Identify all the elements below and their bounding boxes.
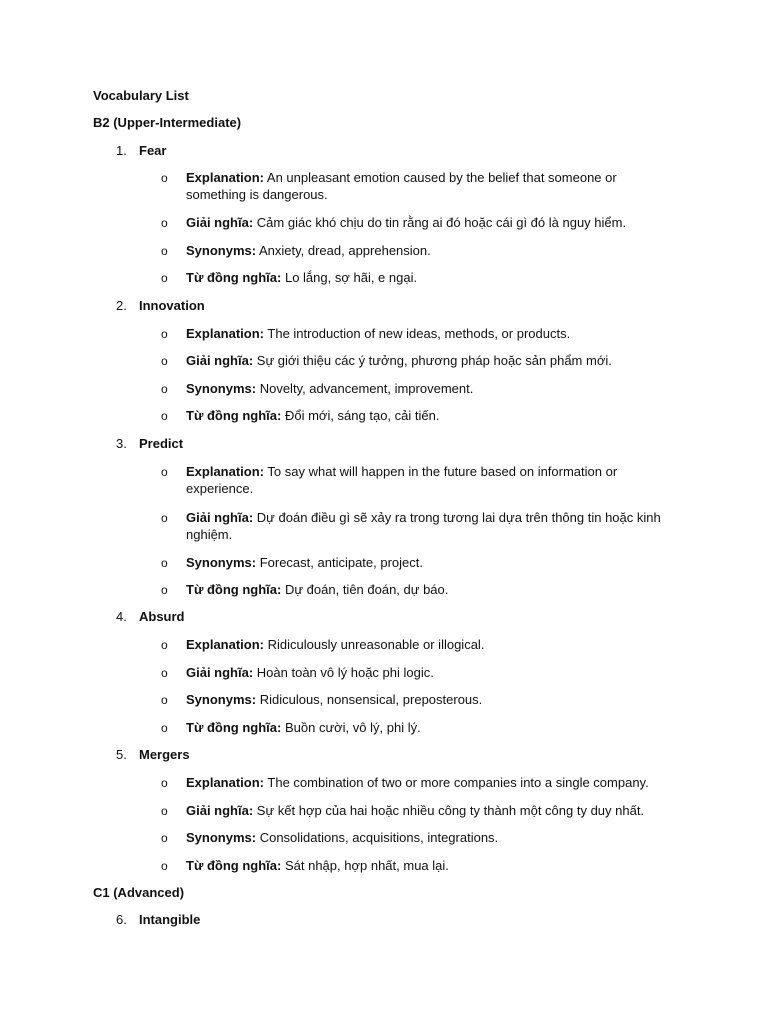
field-explanation [186, 774, 666, 791]
field-label: Explanation: [186, 775, 265, 790]
field-label: Từ đồng nghĩa: [186, 858, 282, 873]
entry-term: Fear [139, 143, 167, 158]
field-label: Từ đồng nghĩa: [186, 408, 282, 423]
field-label: Synonyms: [186, 555, 257, 570]
field-label: Giải nghĩa: [186, 215, 254, 230]
field-giai-nghia [186, 509, 666, 543]
field-label: Giải nghĩa: [186, 510, 254, 525]
field-synonyms [186, 380, 666, 397]
field-text: Anxiety, dread, apprehension. [258, 243, 431, 258]
field-text: Cảm giác khó chịu do tin rằng ai đó hoặc cái gì đó là nguy hiểm. [256, 215, 627, 230]
entry-number: 3. [116, 436, 127, 451]
field-label: Từ đồng nghĩa: [186, 270, 282, 285]
bullet-icon: o [161, 382, 168, 396]
field-label: Giải nghĩa: [186, 665, 254, 680]
bullet-icon: o [161, 693, 168, 707]
field-text: Đổi mới, sáng tạo, cải tiến. [284, 408, 440, 423]
document-title: Vocabulary List [93, 88, 189, 103]
bullet-icon: o [161, 859, 168, 873]
field-tu-dong-nghia [186, 407, 666, 424]
entry-term: Intangible [139, 912, 201, 927]
field-label: Explanation: [186, 326, 265, 341]
bullet-icon: o [161, 666, 168, 680]
field-text: Lo lắng, sợ hãi, e ngại. [284, 270, 418, 285]
entry-number: 5. [116, 747, 127, 762]
field-giai-nghia [186, 214, 666, 231]
field-text: Dự đoán, tiên đoán, dự báo. [284, 582, 449, 597]
field-label: Synonyms: [186, 692, 257, 707]
field-label: Giải nghĩa: [186, 353, 254, 368]
field-explanation [186, 463, 666, 497]
field-giai-nghia [186, 352, 666, 369]
field-tu-dong-nghia [186, 857, 666, 874]
entry-term: Predict [139, 436, 184, 451]
field-label: Giải nghĩa: [186, 803, 254, 818]
bullet-icon: o [161, 171, 168, 185]
entry-term: Mergers [139, 747, 190, 762]
entry-term: Absurd [139, 609, 185, 624]
bullet-icon: o [161, 354, 168, 368]
field-synonyms [186, 829, 666, 846]
field-text: The combination of two or more companies into a single company. [267, 775, 649, 790]
field-text: Sự kết hợp của hai hoặc nhiều công ty thành một công ty duy nhất. [256, 803, 645, 818]
bullet-icon: o [161, 216, 168, 230]
bullet-icon: o [161, 583, 168, 597]
bullet-icon: o [161, 327, 168, 341]
field-text: Consolidations, acquisitions, integrations. [259, 830, 499, 845]
bullet-icon: o [161, 638, 168, 652]
field-text: Sự giới thiệu các ý tưởng, phương pháp hoặc sản phẩm mới. [256, 353, 612, 368]
entry-number: 4. [116, 609, 127, 624]
field-text: Sát nhập, hợp nhất, mua lại. [284, 858, 449, 873]
field-text: Dự đoán điều gì sẽ xảy ra trong tương lai dựa trên thông tin hoặc kinh nghiệm. [186, 510, 661, 542]
field-synonyms [186, 691, 666, 708]
bullet-icon: o [161, 244, 168, 258]
bullet-icon: o [161, 556, 168, 570]
field-label: Synonyms: [186, 381, 257, 396]
field-label: Synonyms: [186, 830, 257, 845]
field-giai-nghia [186, 664, 666, 681]
field-label: Từ đồng nghĩa: [186, 582, 282, 597]
field-text: To say what will happen in the future based on information or experience. [186, 464, 618, 496]
field-label: Synonyms: [186, 243, 257, 258]
field-label: Explanation: [186, 637, 265, 652]
field-text: Novelty, advancement, improvement. [259, 381, 474, 396]
bullet-icon: o [161, 721, 168, 735]
bullet-icon: o [161, 776, 168, 790]
entry-number: 2. [116, 298, 127, 313]
field-text: Buồn cười, vô lý, phi lý. [284, 720, 421, 735]
level-heading-b2: B2 (Upper-Intermediate) [93, 115, 242, 130]
bullet-icon: o [161, 409, 168, 423]
bullet-icon: o [161, 271, 168, 285]
field-text: Forecast, anticipate, project. [259, 555, 424, 570]
field-explanation [186, 169, 666, 203]
entry-term: Innovation [139, 298, 205, 313]
field-text: Hoàn toàn vô lý hoặc phi logic. [256, 665, 434, 680]
field-label: Từ đồng nghĩa: [186, 720, 282, 735]
field-label: Explanation: [186, 170, 265, 185]
field-text: Ridiculous, nonsensical, preposterous. [259, 692, 483, 707]
field-explanation [186, 636, 666, 653]
field-tu-dong-nghia [186, 719, 666, 736]
field-tu-dong-nghia [186, 269, 666, 286]
entry-number: 6. [116, 912, 127, 927]
field-text: Ridiculously unreasonable or illogical. [267, 637, 485, 652]
field-tu-dong-nghia [186, 581, 666, 598]
bullet-icon: o [161, 465, 168, 479]
field-synonyms [186, 242, 666, 259]
field-explanation [186, 325, 666, 342]
field-text: An unpleasant emotion caused by the belief that someone or something is dangerous. [186, 170, 617, 202]
bullet-icon: o [161, 831, 168, 845]
entry-number: 1. [116, 143, 127, 158]
field-synonyms [186, 554, 666, 571]
level-heading-c1: C1 (Advanced) [93, 885, 185, 900]
field-text: The introduction of new ideas, methods, or products. [267, 326, 571, 341]
bullet-icon: o [161, 804, 168, 818]
field-giai-nghia [186, 802, 666, 819]
field-label: Explanation: [186, 464, 265, 479]
bullet-icon: o [161, 511, 168, 525]
